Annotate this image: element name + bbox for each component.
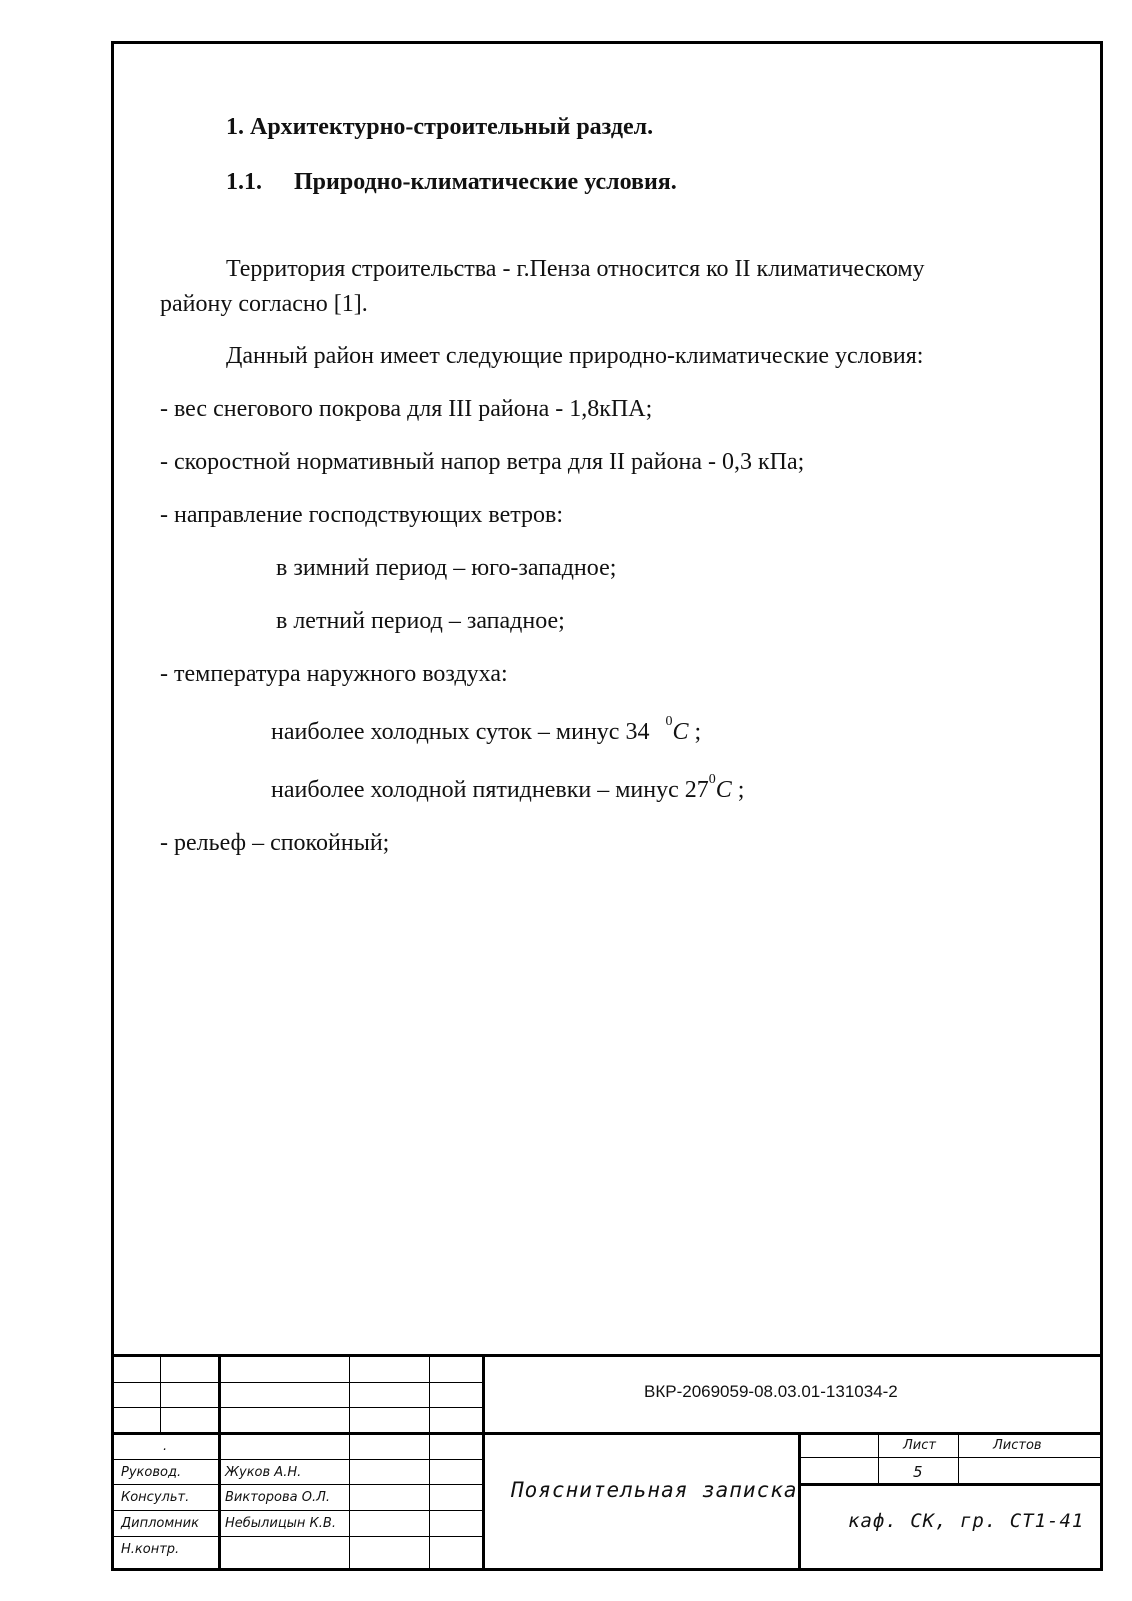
coldest-day-text: наиболее холодных суток – минус 34 [271, 719, 650, 745]
degree-superscript: 0 [708, 772, 716, 787]
list-item-temperature: - температура наружного воздуха: [160, 661, 508, 687]
heading-2-number: 1.1. [226, 169, 262, 195]
role-supervisor: Руковод. [121, 1465, 182, 1480]
drawing-frame [111, 41, 1103, 1571]
list-subitem-coldest-day [271, 714, 702, 751]
role-graduate: Дипломник [121, 1516, 199, 1531]
line-end: ; [731, 777, 745, 803]
celsius-symbol: C [672, 719, 689, 745]
list-subitem-coldest-week [271, 772, 745, 809]
sheet-number: 5 [913, 1463, 923, 1481]
heading-1: 1. Архитектурно-строительный раздел. [226, 114, 654, 140]
list-subitem-winter: в зимний период – юго-западное; [276, 555, 617, 581]
stamp-dot: . [163, 1439, 168, 1454]
stamp-mid-border [114, 1432, 1100, 1435]
stamp-top-border [114, 1354, 1100, 1357]
role-consultant: Консульт. [121, 1490, 190, 1505]
paragraph-1-line-2: району согласно [1]. [160, 291, 368, 317]
list-item-relief: - рельеф – спокойный; [160, 830, 390, 856]
coldest-week-text: наиболее холодной пятидневки – минус 27 [271, 777, 709, 803]
name-graduate: Небылицын К.В. [225, 1516, 336, 1531]
celsius-symbol: C [715, 777, 732, 803]
paragraph-1-line-1: Территория строительства - г.Пенза относится ко II климатическому [226, 256, 925, 282]
list-subitem-summer: в летний период – западное; [276, 608, 565, 634]
name-consultant: Викторова О.Л. [225, 1490, 330, 1505]
sheets-label: Листов [993, 1438, 1042, 1453]
list-item-wind-direction: - направление господствующих ветров: [160, 502, 564, 528]
heading-2-text: Природно-климатические условия. [294, 169, 677, 195]
paragraph-2: Данный район имеет следующие природно-климатические условия: [226, 343, 924, 369]
title-block [114, 1356, 1100, 1568]
line-end: ; [688, 719, 702, 745]
sheet-label: Лист [903, 1438, 936, 1453]
document-code: ВКР-2069059-08.03.01-131034-2 [644, 1382, 898, 1401]
document-title: Пояснительная записка [511, 1478, 798, 1502]
degree-superscript: 0 [665, 714, 673, 729]
list-item-wind-pressure: - скоростной нормативный напор ветра для II района - 0,3 кПа; [160, 449, 805, 475]
list-item-snow: - вес снегового покрова для III района - 1,8кПА; [160, 396, 653, 422]
name-supervisor: Жуков А.Н. [225, 1465, 302, 1480]
role-norm-control: Н.контр. [121, 1542, 180, 1557]
department-group: каф. СК, гр. СТ1-41 [848, 1510, 1085, 1532]
